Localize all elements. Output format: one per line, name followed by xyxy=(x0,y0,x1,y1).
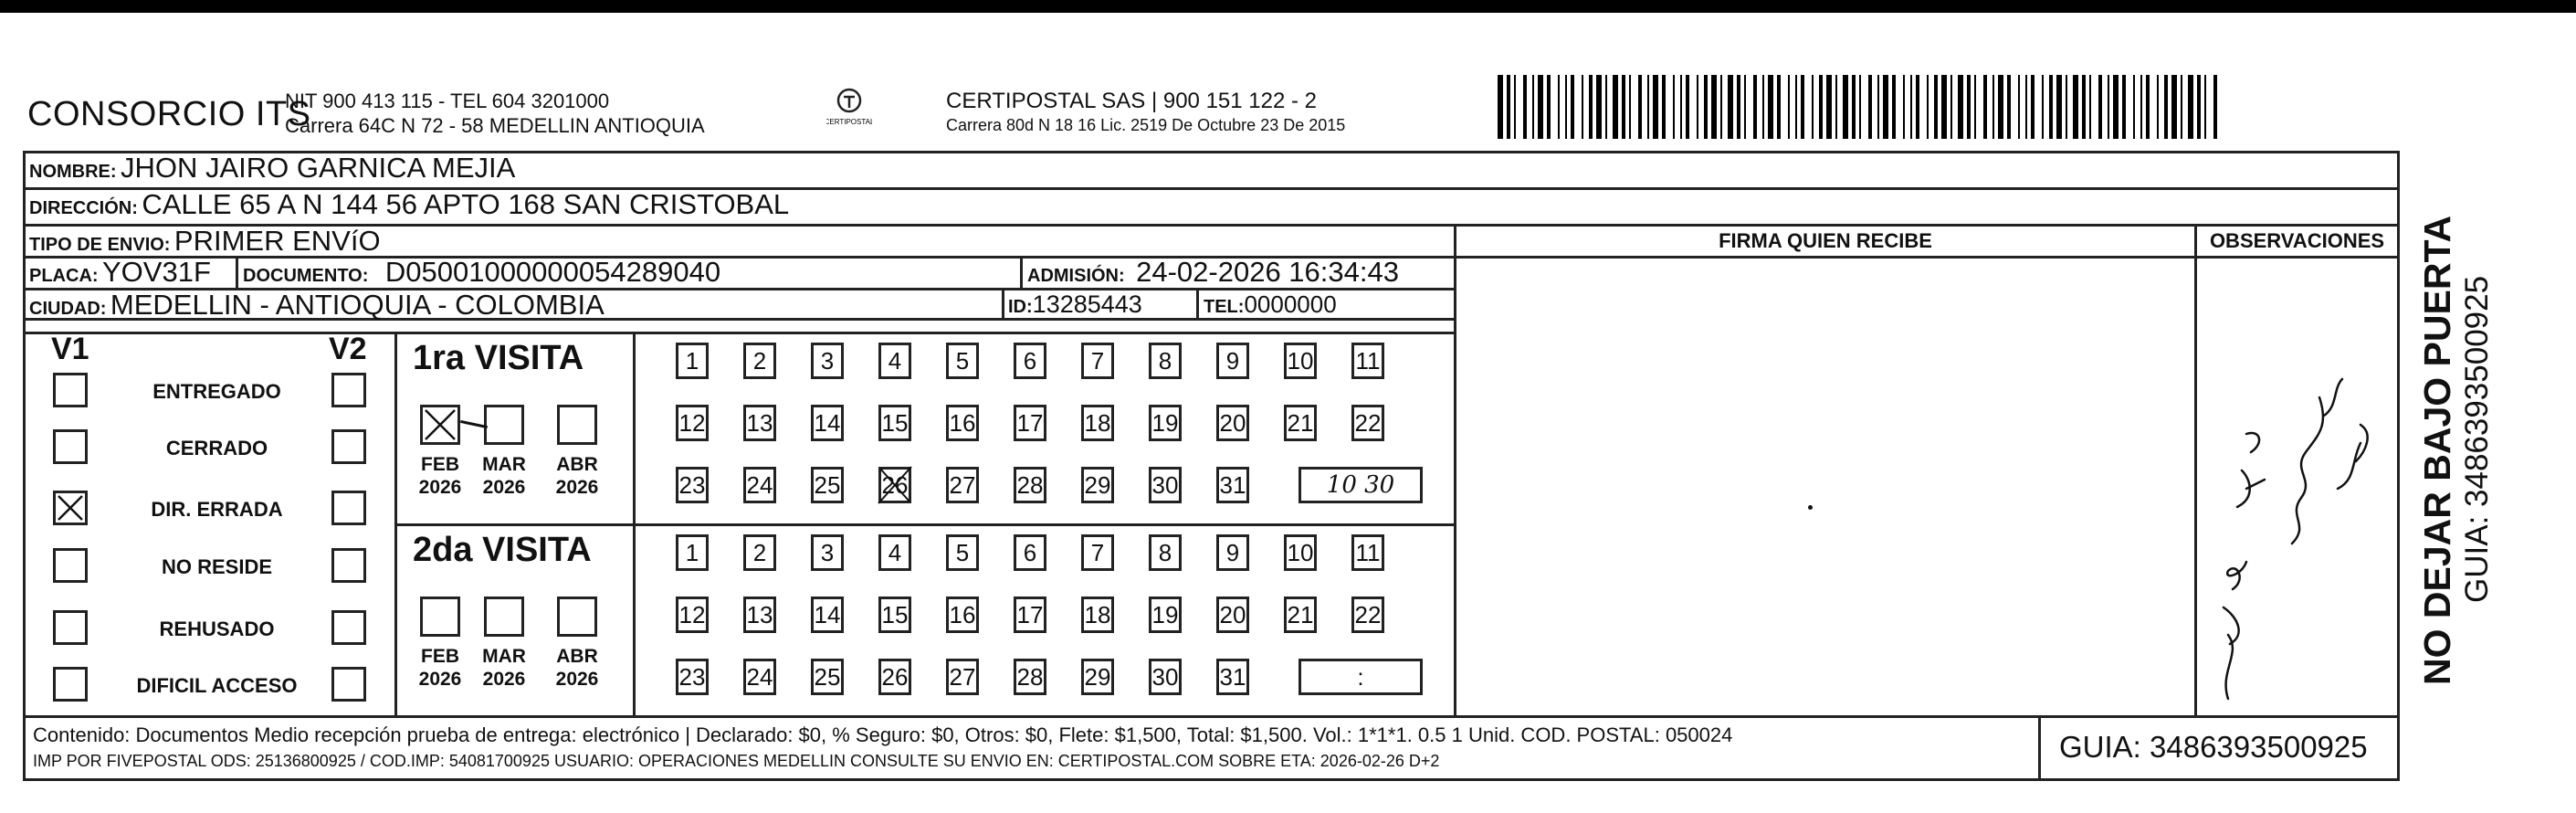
day-box[interactable]: 3 xyxy=(811,534,844,571)
month-label xyxy=(550,453,605,499)
day-box[interactable]: 5 xyxy=(946,343,979,379)
barcode-bar xyxy=(1877,75,1879,139)
side-guia: GUIA: 3486393500925 xyxy=(2459,275,2495,603)
id-value: 13285443 xyxy=(1032,290,1142,318)
ciudad-label: CIUDAD: xyxy=(29,299,107,319)
day-box[interactable]: 14 xyxy=(811,405,844,441)
tipo-envio-label: TIPO DE ENVIO: xyxy=(29,235,171,255)
company-name: CONSORCIO ITS xyxy=(27,95,311,133)
day-box[interactable]: 9 xyxy=(1216,343,1249,379)
barcode-bar xyxy=(1728,75,1733,139)
barcode-bar xyxy=(1532,75,1534,139)
month-checkbox-abr[interactable] xyxy=(557,405,597,445)
day-box[interactable]: 2 xyxy=(743,343,776,379)
barcode-bar xyxy=(1605,75,1607,139)
company-address-line: Carrera 64C N 72 - 58 MEDELLIN ANTIOQUIA xyxy=(285,114,705,137)
day-box[interactable]: 20 xyxy=(1216,405,1249,441)
day-box[interactable]: 8 xyxy=(1149,343,1182,379)
barcode-bar xyxy=(1910,75,1912,139)
day-box[interactable]: 29 xyxy=(1081,659,1114,695)
barcode-bar xyxy=(1638,75,1642,139)
day-box[interactable]: 10 xyxy=(1284,343,1317,379)
month-label xyxy=(550,645,605,691)
direccion-value: CALLE 65 A N 144 56 APTO 168 SAN CRISTOBAL xyxy=(142,188,790,220)
day-box[interactable]: 15 xyxy=(878,405,911,441)
barcode-bar xyxy=(1974,75,1976,139)
day-box[interactable]: 17 xyxy=(1014,405,1046,441)
month-year: 2026 xyxy=(555,477,599,498)
v2-checkbox-5[interactable] xyxy=(331,667,366,702)
day-box[interactable]: 22 xyxy=(1351,597,1384,633)
barcode-bar xyxy=(2018,75,2020,139)
status-label: NO RESIDE xyxy=(161,555,273,578)
day-box[interactable]: 24 xyxy=(743,659,776,695)
barcode-bar xyxy=(1653,75,1658,139)
carrier-address-line: Carrera 80d N 18 16 Lic. 2519 De Octubre 23 De 2015 xyxy=(946,116,1346,134)
day-box[interactable]: 21 xyxy=(1284,597,1317,633)
barcode-bar xyxy=(2007,75,2011,139)
month-year: 2026 xyxy=(555,669,599,690)
day-box[interactable]: 2 xyxy=(743,534,776,571)
month-name: ABR xyxy=(556,646,598,667)
barcode-bar xyxy=(1613,75,1618,139)
barcode-bar xyxy=(1647,75,1649,139)
company-nit-line: NIT 900 413 115 - TEL 604 3201000 xyxy=(285,90,610,112)
signature-dot xyxy=(1808,505,1813,510)
month-name: FEB xyxy=(421,646,459,667)
v1-checkbox-3[interactable] xyxy=(53,548,88,583)
day-box[interactable]: 4 xyxy=(878,343,911,379)
barcode-bar xyxy=(1903,75,1905,139)
day-box[interactable]: 22 xyxy=(1351,405,1384,441)
observaciones-header: OBSERVACIONES xyxy=(2209,229,2385,252)
id-label: ID: xyxy=(1008,297,1033,317)
documento-label: DOCUMENTO: xyxy=(243,266,369,286)
status-label: DIFICIL ACCESO xyxy=(136,674,298,697)
day-box[interactable]: 21 xyxy=(1284,405,1317,441)
barcode-bar xyxy=(1589,75,1593,139)
time-box[interactable]: : xyxy=(1299,659,1423,695)
barcode-bar xyxy=(1662,75,1666,139)
barcode-bar xyxy=(1868,75,1872,139)
barcode-bar xyxy=(1547,75,1551,139)
time-box[interactable]: 10 30 xyxy=(1299,467,1423,503)
footer-print-info: IMP POR FIVEPOSTAL ODS: 25136800925 / COD.IMP: 54081700925 USUARIO: OPERACIONES MEDELLIN CONSULTE SU ENVIO EN: CERTIPOSTAL.COM SOBRE ETA: 2026-02-26 D+2 xyxy=(33,752,1440,770)
day-box[interactable]: 6 xyxy=(1014,343,1046,379)
day-box[interactable]: 27 xyxy=(946,659,979,695)
status-label: DIR. ERRADA xyxy=(151,498,283,521)
barcode-bar xyxy=(1852,75,1856,139)
documento-cell xyxy=(243,256,720,289)
day-box[interactable]: 1 xyxy=(676,343,709,379)
day-box[interactable]: 24 xyxy=(743,467,776,503)
v1-checkbox-5[interactable] xyxy=(53,667,88,702)
placa-value: YOV31F xyxy=(102,256,211,288)
month-label xyxy=(477,453,531,499)
day-box[interactable]: 12 xyxy=(676,405,709,441)
barcode-bar xyxy=(1697,75,1698,139)
barcode-bar xyxy=(2049,75,2053,139)
month-year: 2026 xyxy=(418,477,462,498)
day-box[interactable]: 14 xyxy=(811,597,844,633)
barcode-bar xyxy=(2171,75,2177,139)
barcode-bar xyxy=(2197,75,2201,139)
barcode-bar xyxy=(1680,75,1682,139)
barcode-bar xyxy=(1507,75,1510,139)
barcode-bar xyxy=(1812,75,1814,139)
barcode-bar xyxy=(1673,75,1675,139)
barcode-bar xyxy=(1788,75,1790,139)
barcode-bar xyxy=(2108,75,2109,139)
tel-cell xyxy=(1204,290,1337,319)
tipo-envio-value: PRIMER ENVíO xyxy=(173,225,381,257)
v1-checkbox-1[interactable] xyxy=(53,429,88,464)
nombre-value: JHON JAIRO GARNICA MEJIA xyxy=(121,152,516,184)
barcode-bar xyxy=(1819,75,1823,139)
month-year: 2026 xyxy=(482,477,526,498)
day-box[interactable]: 11 xyxy=(1351,343,1384,379)
carrier-nit-line: CERTIPOSTAL SAS | 900 151 122 - 2 xyxy=(946,89,1317,113)
company-info xyxy=(285,89,705,138)
barcode-bar xyxy=(2122,75,2126,139)
day-box[interactable]: 26 xyxy=(878,659,911,695)
top-border xyxy=(0,0,2576,13)
barcode-bar xyxy=(1538,75,1543,139)
v2-header: V2 xyxy=(329,332,367,366)
barcode-bar xyxy=(1835,75,1837,139)
barcode-bar xyxy=(1958,75,1963,139)
barcode-bar xyxy=(1498,75,1503,139)
barcode-bar xyxy=(1998,75,2003,139)
visit-title: 2da VISITA xyxy=(413,531,592,569)
barcode-bar xyxy=(2089,75,2091,139)
barcode-bar xyxy=(1843,75,1848,139)
id-cell xyxy=(1008,290,1142,319)
month-year: 2026 xyxy=(482,669,526,690)
barcode-bar xyxy=(1558,75,1560,139)
barcode-bar xyxy=(2042,75,2044,139)
v2-checkbox-1[interactable] xyxy=(331,429,366,464)
day-box[interactable]: 31 xyxy=(1216,659,1249,695)
day-box-marked[interactable]: 26 xyxy=(878,467,911,503)
v1-header: V1 xyxy=(51,332,89,366)
barcode-bar xyxy=(2082,75,2086,139)
day-box[interactable]: 1 xyxy=(676,534,709,571)
barcode-bar xyxy=(2056,75,2062,139)
day-box[interactable]: 13 xyxy=(743,405,776,441)
day-box[interactable]: 6 xyxy=(1014,534,1046,571)
barcode-bar xyxy=(2164,75,2168,139)
month-checkbox-feb[interactable] xyxy=(420,597,460,637)
v1-checkbox-2[interactable] xyxy=(53,491,88,525)
day-box[interactable]: 18 xyxy=(1081,405,1114,441)
day-box[interactable]: 28 xyxy=(1014,659,1046,695)
day-box[interactable]: 16 xyxy=(946,597,979,633)
barcode-bar xyxy=(2113,75,2119,139)
month-checkbox-feb[interactable] xyxy=(420,405,460,445)
side-notice: NO DEJAR BAJO PUERTA xyxy=(2416,215,2458,685)
month-checkbox-mar[interactable] xyxy=(484,405,524,445)
barcode-bar xyxy=(1686,75,1689,139)
barcode-bar xyxy=(1582,75,1583,139)
day-box[interactable]: 16 xyxy=(946,405,979,441)
day-box[interactable]: 8 xyxy=(1149,534,1182,571)
firma-header: FIRMA QUIEN RECIBE xyxy=(1719,229,1932,252)
admision-value: 24-02-2026 16:34:43 xyxy=(1136,256,1399,288)
month-checkbox-abr[interactable] xyxy=(557,597,597,637)
month-name: ABR xyxy=(556,454,598,475)
admision-label: ADMISIÓN: xyxy=(1027,266,1125,286)
barcode-bar xyxy=(1983,75,1987,139)
month-label xyxy=(477,645,531,691)
day-box[interactable]: 30 xyxy=(1149,659,1182,695)
day-box[interactable]: 31 xyxy=(1216,467,1249,503)
day-box[interactable]: 19 xyxy=(1149,597,1182,633)
direccion-row xyxy=(29,188,789,221)
day-box[interactable]: 13 xyxy=(743,597,776,633)
v1-checkbox-4[interactable] xyxy=(53,610,88,645)
ciudad-cell xyxy=(29,289,605,322)
v2-checkbox-4[interactable] xyxy=(331,610,366,645)
documento-value: D05001000000054289040 xyxy=(384,256,721,288)
status-label: ENTREGADO xyxy=(152,380,281,403)
barcode-bar xyxy=(1941,75,1947,139)
barcode-bar xyxy=(1950,75,1952,139)
month-name: MAR xyxy=(482,454,526,475)
v2-checkbox-2[interactable] xyxy=(331,491,366,525)
barcode-bar xyxy=(1934,75,1938,139)
barcode-bar xyxy=(2066,75,2067,139)
admision-cell xyxy=(1027,256,1399,289)
barcode-bar xyxy=(1711,75,1717,139)
day-box[interactable]: 11 xyxy=(1351,534,1384,571)
barcode-bar xyxy=(2146,75,2150,139)
day-box[interactable]: 30 xyxy=(1149,467,1182,503)
day-box[interactable]: 29 xyxy=(1081,467,1114,503)
status-label: REHUSADO xyxy=(159,618,275,640)
barcode-bar xyxy=(1565,75,1567,139)
day-box[interactable]: 5 xyxy=(946,534,979,571)
barcode-bar xyxy=(1883,75,1888,139)
barcode-bar xyxy=(2204,75,2206,139)
barcode-bar xyxy=(1744,75,1746,139)
barcode-bar xyxy=(1622,75,1625,139)
barcode-bar xyxy=(1596,75,1602,139)
day-box[interactable]: 23 xyxy=(676,467,709,503)
barcode-bar xyxy=(1629,75,1631,139)
month-checkbox-mar[interactable] xyxy=(484,597,524,637)
day-box[interactable]: 7 xyxy=(1081,343,1114,379)
day-box[interactable]: 7 xyxy=(1081,534,1114,571)
barcode-bar xyxy=(2025,75,2027,139)
direccion-label: DIRECCIÓN: xyxy=(29,198,138,218)
barcode-bar xyxy=(1892,75,1896,139)
handwritten-observation xyxy=(2201,343,2392,708)
barcode-bar xyxy=(1720,75,1722,139)
day-box[interactable]: 10 xyxy=(1284,534,1317,571)
month-year: 2026 xyxy=(418,669,462,690)
placa-label: PLACA: xyxy=(29,266,99,286)
barcode-bar xyxy=(1859,75,1861,139)
barcode-bar xyxy=(2213,75,2217,139)
day-box[interactable]: 25 xyxy=(811,467,844,503)
barcode-bar xyxy=(1795,75,1797,139)
status-label: CERRADO xyxy=(165,437,268,459)
month-label xyxy=(413,645,468,691)
certipostal-logo xyxy=(826,84,872,130)
day-box[interactable]: 4 xyxy=(878,534,911,571)
day-box[interactable]: 12 xyxy=(676,597,709,633)
barcode-bar xyxy=(1737,75,1740,139)
barcode-bar xyxy=(2188,75,2193,139)
logo-text: CERTIPOSTAL xyxy=(826,118,872,126)
barcode-bar xyxy=(2031,75,2035,139)
barcode-bar xyxy=(2133,75,2135,139)
barcode-bar xyxy=(2140,75,2142,139)
barcode-bar xyxy=(2073,75,2078,139)
day-box[interactable]: 19 xyxy=(1149,405,1182,441)
carrier-info xyxy=(946,89,1345,138)
v2-checkbox-3[interactable] xyxy=(331,548,366,583)
day-box[interactable]: 27 xyxy=(946,467,979,503)
barcode-bar xyxy=(1992,75,1994,139)
day-box[interactable]: 23 xyxy=(676,659,709,695)
barcode-bar xyxy=(1514,75,1516,139)
v2-checkbox-0[interactable] xyxy=(331,373,366,407)
tipo-envio-row xyxy=(29,225,381,258)
tel-value: 0000000 xyxy=(1244,290,1337,318)
footer-content: Contenido: Documentos Medio recepción prueba de entrega: electrónico | Declarado: $0, % Seguro: $0, Otros: $0, Flete: $1,500, Total: $1,500. Vol.: 1*1*1. 0.5 1 Unid. COD. POSTAL: 050024 xyxy=(33,723,1733,746)
v1-checkbox-0[interactable] xyxy=(53,373,88,407)
day-box[interactable]: 9 xyxy=(1216,534,1249,571)
visit-title: 1ra VISITA xyxy=(413,339,584,377)
barcode-bar xyxy=(1916,75,1919,139)
day-box[interactable]: 28 xyxy=(1014,467,1046,503)
barcode-bar xyxy=(1571,75,1574,139)
day-box[interactable]: 17 xyxy=(1014,597,1046,633)
barcode-bar xyxy=(2098,75,2102,139)
barcode-bar xyxy=(1753,75,1757,139)
month-label xyxy=(413,453,468,499)
ciudad-value: MEDELLIN - ANTIOQUIA - COLOMBIA xyxy=(110,289,605,321)
barcode-bar xyxy=(2157,75,2159,139)
barcode-bar xyxy=(1777,75,1781,139)
day-box[interactable]: 15 xyxy=(878,597,911,633)
barcode-bar xyxy=(1762,75,1764,139)
barcode-bar xyxy=(1523,75,1527,139)
barcode-bar xyxy=(1967,75,1971,139)
day-box[interactable]: 18 xyxy=(1081,597,1114,633)
barcode xyxy=(1498,75,2219,139)
day-box[interactable]: 25 xyxy=(811,659,844,695)
barcode-bar xyxy=(1801,75,1804,139)
nombre-label: NOMBRE: xyxy=(29,162,117,182)
month-name: FEB xyxy=(421,454,459,475)
barcode-bar xyxy=(1927,75,1929,139)
month-name: MAR xyxy=(482,646,526,667)
barcode-bar xyxy=(1826,75,1832,139)
barcode-bar xyxy=(1704,75,1708,139)
barcode-bar xyxy=(1768,75,1773,139)
day-box[interactable]: 3 xyxy=(811,343,844,379)
tel-label: TEL: xyxy=(1204,297,1245,317)
barcode-bar xyxy=(2181,75,2182,139)
footer-guia: GUIA: 3486393500925 xyxy=(2059,730,2368,764)
placa-cell xyxy=(29,256,211,289)
day-box[interactable]: 20 xyxy=(1216,597,1249,633)
nombre-row xyxy=(29,152,515,185)
